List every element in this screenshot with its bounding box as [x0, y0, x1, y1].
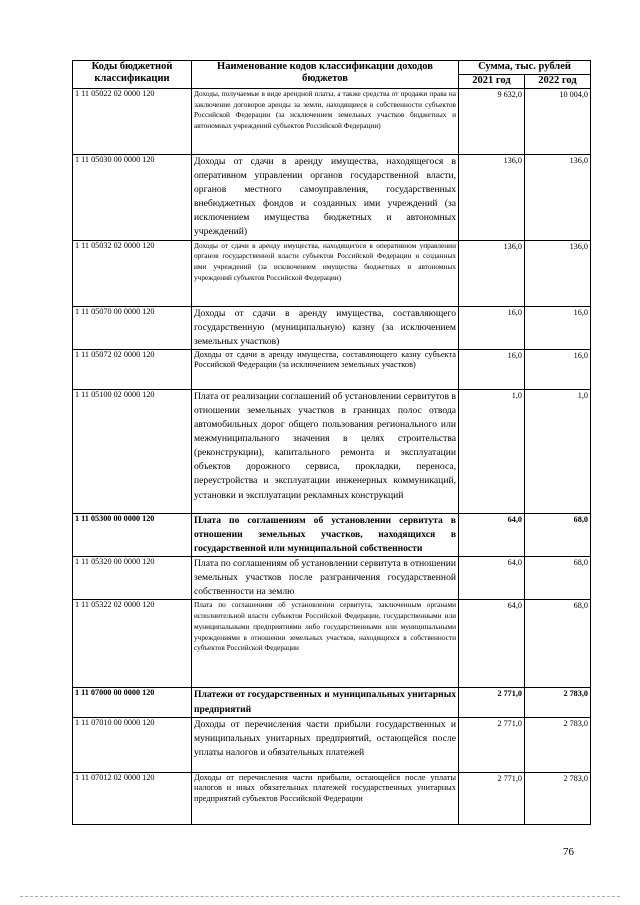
row-value-2022: 2 783,0 — [525, 772, 591, 824]
row-value-2021: 136,0 — [459, 155, 525, 241]
row-name: Доходы от перечисления части прибыли, остающейся после уплаты налогов и иных обязательных платежей государственных унитарных предприятий субъектов Российской Федерации — [192, 772, 459, 824]
table-row — [73, 349, 591, 389]
header-year-2021: 2021 год — [459, 75, 525, 89]
row-value-2021: 2 771,0 — [459, 772, 525, 824]
row-value-2022: 2 783,0 — [525, 717, 591, 772]
header-year-2022: 2022 год — [525, 75, 591, 89]
row-code: 1 11 05322 02 0000 120 — [73, 600, 192, 688]
table-row — [73, 389, 591, 513]
row-value-2022: 16,0 — [525, 349, 591, 389]
row-code: 1 11 05022 02 0000 120 — [73, 89, 192, 155]
row-value-2022: 68,0 — [525, 600, 591, 688]
row-value-2021: 1,0 — [459, 389, 525, 513]
table-row — [73, 306, 591, 349]
row-code: 1 11 07012 02 0000 120 — [73, 772, 192, 824]
table-row — [73, 717, 591, 772]
row-value-2021: 16,0 — [459, 349, 525, 389]
table-row — [73, 240, 591, 306]
row-value-2022: 1,0 — [525, 389, 591, 513]
row-value-2022: 2 783,0 — [525, 688, 591, 717]
budget-table — [72, 60, 591, 825]
row-value-2021: 2 771,0 — [459, 717, 525, 772]
header-code: Коды бюджетной классификации — [73, 61, 192, 89]
table-row — [73, 772, 591, 824]
row-value-2022: 16,0 — [525, 306, 591, 349]
table-row — [73, 513, 591, 556]
row-value-2022: 10 004,0 — [525, 89, 591, 155]
row-name: Плата от реализации соглашений об установлении сервитутов в отношении земельных участков в границах полос отвода автомобильных дорог общего пользования регионального или межмуниципального значения в целях строительства (реконструкции), капитального ремонта и эксплуатации объектов дорожного сервиса, прокладки, переноса, переустройства и эксплуатации инженерных коммуникаций, установки и эксплуатации рекламных конструкций — [192, 389, 459, 513]
table-row — [73, 89, 591, 155]
table-row — [73, 155, 591, 241]
row-name: Доходы от сдачи в аренду имущества, составляющего казну субъекта Российской Федерации (за исключением земельных участков) — [192, 349, 459, 389]
row-name: Доходы, получаемые в виде арендной платы, а также средства от продажи права на заключение договоров аренды за земли, находящиеся в собственности субъектов Российской Федерации (за исключением земельных участков бюджетных и автономных учреждений субъектов Российской Федерации) — [192, 89, 459, 155]
row-code: 1 11 07000 00 0000 120 — [73, 688, 192, 717]
row-name: Доходы от перечисления части прибыли государственных и муниципальных унитарных предприятий, остающейся после уплаты налогов и обязательных платежей — [192, 717, 459, 772]
row-value-2021: 64,0 — [459, 513, 525, 556]
row-code: 1 11 07010 00 0000 120 — [73, 717, 192, 772]
row-value-2022: 68,0 — [525, 513, 591, 556]
row-value-2021: 64,0 — [459, 557, 525, 600]
row-value-2021: 2 771,0 — [459, 688, 525, 717]
table-row — [73, 557, 591, 600]
row-name: Плата по соглашениям об установлении сервитута в отношении земельных участков после разграничения государственной собственности на землю — [192, 557, 459, 600]
row-name: Доходы от сдачи в аренду имущества, составляющего государственную (муниципальную) казну (за исключением земельных участков) — [192, 306, 459, 349]
table-row — [73, 688, 591, 717]
row-value-2022: 136,0 — [525, 240, 591, 306]
row-code: 1 11 05320 00 0000 120 — [73, 557, 192, 600]
row-name: Плата по соглашениям об установлении сервитута в отношении земельных участков, находящихся в государственной или муниципальной собственности — [192, 513, 459, 556]
row-value-2021: 136,0 — [459, 240, 525, 306]
row-value-2022: 136,0 — [525, 155, 591, 241]
row-name: Доходы от сдачи в аренду имущества, находящегося в оперативном управлении органов государственной власти, органов местного самоуправления, государственных внебюджетных фондов и созданных ими учреждений (за исключением имущества бюджетных и автономных учреждений) — [192, 155, 459, 241]
row-code: 1 11 05100 02 0000 120 — [73, 389, 192, 513]
row-code: 1 11 05300 00 0000 120 — [73, 513, 192, 556]
row-name: Плата по соглашениям об установлении сервитута, заключенным органами исполнительной власти субъектов Российской Федерации, государственными или муниципальными предприятиями либо государственными или муниципальными учреждениями в отношении земельных участков, находящихся в собственности субъектов Российской Федерации — [192, 600, 459, 688]
row-name: Доходы от сдачи в аренду имущества, находящегося в оперативном управлении органов государственной власти субъектов Российской Федерации и созданных ими учреждений (за исключением имущества бюджетных и автономных учреждений субъектов Российской Федерации) — [192, 240, 459, 306]
row-code: 1 11 05032 02 0000 120 — [73, 240, 192, 306]
row-value-2021: 16,0 — [459, 306, 525, 349]
row-name: Платежи от государственных и муниципальных унитарных предприятий — [192, 688, 459, 717]
table-row — [73, 600, 591, 688]
page-bottom-edge — [20, 896, 620, 897]
header-name: Наименование кодов классификации доходов бюджетов — [192, 61, 459, 89]
row-value-2021: 64,0 — [459, 600, 525, 688]
row-value-2022: 68,0 — [525, 557, 591, 600]
row-value-2021: 9 632,0 — [459, 89, 525, 155]
row-code: 1 11 05072 02 0000 120 — [73, 349, 192, 389]
row-code: 1 11 05070 00 0000 120 — [73, 306, 192, 349]
row-code: 1 11 05030 00 0000 120 — [73, 155, 192, 241]
header-sum: Сумма, тыс. рублей — [459, 61, 591, 75]
page-number: 76 — [563, 846, 574, 858]
